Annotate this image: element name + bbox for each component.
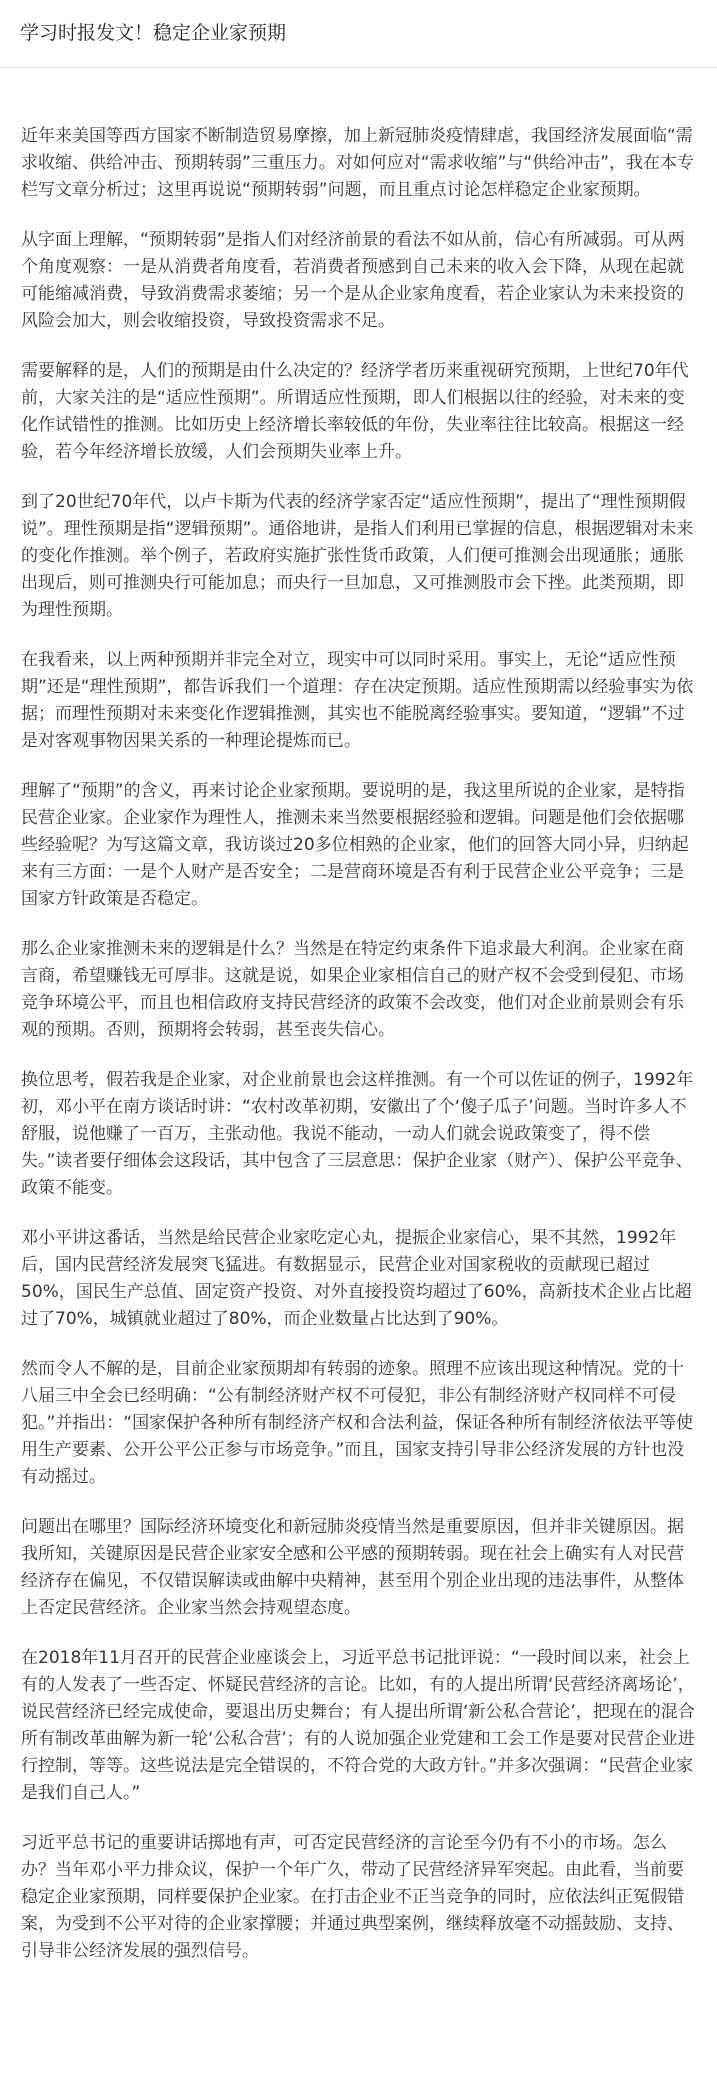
article-paragraph: 理解了“预期”的含义，再来讨论企业家预期。要说明的是，我这里所说的企业家，是特指民营企业家。企业家作为理性人，推测未来当然要根据经验和逻辑。问题是他们会依据哪些经验呢？为写这篇文章，我访谈过20多位相熟的企业家，他们的回答大同小异，归纳起来有三方面：一是个人财产是否安全；二是营商环境是否有利于民营企业公平竞争；三是国家方针政策是否稳定。 <box>21 781 689 909</box>
article-paragraph: 邓小平讲这番话，当然是给民营企业家吃定心丸，提振企业家信心，果不其然，1992年后，国内民营经济发展突飞猛进。有数据显示，民营企业对国家税收的贡献现已超过50%，国民生产总值、固定资产投资、对外直接投资均超过了60%，高新技术企业占比超过了70%，城镇就业超过了80%，而企业数量占比达到了90%。 <box>21 1228 692 1329</box>
article-paragraph: 需要解释的是，人们的预期是由什么决定的？经济学者历来重视研究预期，上世纪70年代前，大家关注的是“适应性预期”。所谓适应性预期，即人们根据以往的经验，对未来的变化作试错性的推测。比如历史上经济增长率较低的年份，失业率往往比较高。根据这一经验，若今年经济增长放缓，人们会预期失业率上升。 <box>21 361 689 462</box>
article-header <box>0 0 717 68</box>
article-paragraph: 那么企业家推测未来的逻辑是什么？当然是在特定约束条件下追求最大利润。企业家在商言商，希望赚钱无可厚非。这就是说，如果企业家相信自己的财产权不会受到侵犯、市场竞争环境公平，而且也相信政府支持民营经济的政策不会改变，他们对企业前景则会有乐观的预期。否则，预期将会转弱，甚至丧失信心。 <box>21 939 684 1040</box>
article-paragraph: 在我看来，以上两种预期并非完全对立，现实中可以同时采用。事实上，无论“适应性预期”还是“理性预期”，都告诉我们一个道理：存在决定预期。适应性预期需以经验事实为依据；而理性预期对未来变化作逻辑推测，其实也不能脱离经验事实。要知道，“逻辑”不过是对客观事物因果关系的一种理论提炼而已。 <box>21 650 694 751</box>
article-paragraph: 到了20世纪70年代，以卢卡斯为代表的经济学家否定“适应性预期”，提出了“理性预期假说”。理性预期是指“逻辑预期”。通俗地讲，是指人们利用已掌握的信息，根据逻辑对未来的变化作推测。举个例子，若政府实施扩张性货币政策，人们便可推测会出现通胀；通胀出现后，则可推测央行可能加息；而央行一旦加息，又可推测股市会下挫。此类预期，即为理性预期。 <box>21 492 694 620</box>
article-paragraph: 近年来美国等西方国家不断制造贸易摩擦，加上新冠肺炎疫情肆虐，我国经济发展面临“需求收缩、供给冲击、预期转弱”三重压力。对如何应对“需求收缩”与“供给冲击”，我在本专栏写文章分析过；这里再说说“预期转弱”问题，而且重点讨论怎样稳定企业家预期。 <box>21 126 695 200</box>
article-paragraph: 换位思考，假若我是企业家，对企业前景也会这样推测。有一个可以佐证的例子，1992年初，邓小平在南方谈话时讲：“农村改革初期，安徽出了个‘傻子瓜子’问题。当时许多人不舒服，说他赚了一百万，主张动他。我说不能动，一动人们就会说政策变了，得不偿失。”读者要仔细体会这段话，其中包含了三层意思：保护企业家（财产）、保护公平竞争、政策不能变。 <box>21 1070 694 1198</box>
article-paragraph: 习近平总书记的重要讲话掷地有声，可否定民营经济的言论至今仍有不小的市场。怎么办？当年邓小平力排众议，保护一个年广久，带动了民营经济异军突起。由此看，当前要稳定企业家预期，同样要保护企业家。在打击企业不正当竞争的同时，应依法纠正冤假错案，为受到不公平对待的企业家撑腰；并通过典型案例，继续释放毫不动摇鼓励、支持、引导非公经济发展的强烈信号。 <box>21 1833 684 1961</box>
article-title: 学习时报发文！稳定企业家预期 <box>20 22 287 44</box>
article-paragraph: 问题出在哪里？国际经济环境变化和新冠肺炎疫情当然是重要原因，但并非关键原因。据我所知，关键原因是民营企业家安全感和公平感的预期转弱。现在社会上确实有人对民营经济存在偏见，不仅错误解读或曲解中央精神，甚至用个别企业出现的违法事件，从整体上否定民营经济。企业家当然会持观望态度。 <box>21 1517 684 1618</box>
article-paragraph: 在2018年11月召开的民营企业座谈会上，习近平总书记批评说：“一段时间以来，社会上有的人发表了一些否定、怀疑民营经济的言论。比如，有的人提出所谓‘民营经济离场论’，说民营经济已经完成使命，要退出历史舞台；有人提出所谓‘新公私合营论’，把现在的混合所有制改革曲解为新一轮‘公私合营’；有的人说加强企业党建和工会工作是要对民营企业进行控制，等等。这些说法是完全错误的，不符合党的大政方针。”并多次强调：“民营企业家是我们自己人。” <box>21 1648 695 1803</box>
article-paragraph: 然而令人不解的是，目前企业家预期却有转弱的迹象。照理不应该出现这种情况。党的十八届三中全会已经明确：“公有制经济财产权不可侵犯，非公有制经济财产权同样不可侵犯。”并指出：“国家保护各种所有制经济产权和合法利益，保证各种所有制经济依法平等使用生产要素、公开公平公正参与市场竞争。”而且，国家支持引导非公经济发展的方针也没有动摇过。 <box>21 1359 694 1487</box>
article-body <box>0 68 717 1965</box>
article-paragraph: 从字面上理解，“预期转弱”是指人们对经济前景的看法不如从前，信心有所减弱。可从两个角度观察：一是从消费者角度看，若消费者预感到自己未来的收入会下降，从现在起就可能缩减消费，导致消费需求萎缩；另一个是从企业家角度看，若企业家认为未来投资的风险会加大，则会收缩投资，导致投资需求不足。 <box>21 230 685 331</box>
